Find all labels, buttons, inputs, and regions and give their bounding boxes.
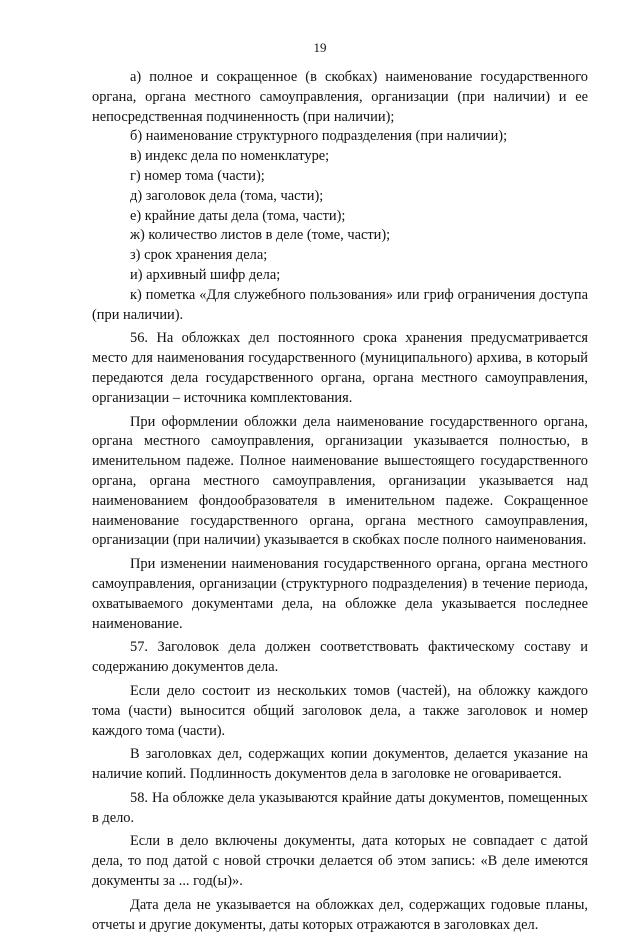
paragraph-copies: В заголовках дел, содержащих копии документов, делается указание на наличие копий. Подлинность документов дела в заголовке не оговаривается. [92, 746, 588, 783]
paragraph-cover-naming: При оформлении обложки дела наименование государственного органа, органа местного самоуправления, организации указывается полностью, в именительном падеже. Полное наименование вышестоящего государственного органа, органа местного самоуправления, организации указывается над наименованием фондообразователя в именительном падеже. Сокращенное наименование государственного органа, органа местного самоуправления, организации (при наличии) указывается в скобках после полного наименования. [92, 413, 588, 549]
list-item-b: б) наименование структурного подразделения (при наличии); [130, 128, 508, 145]
clause-58: 58. На обложке дела указываются крайние даты документов, помещенных в дело. [92, 789, 588, 826]
list-item-z: з) срок хранения дела; [130, 247, 268, 264]
paragraph-name-change: При изменении наименования государственного органа, органа местного самоуправления, организации (структурного подразделения) в течение периода, охватываемого документами дела, на обложке дела указывается последнее наименование. [92, 556, 588, 632]
document-body [92, 68, 588, 935]
paragraph-date-mismatch: Если в дело включены документы, дата которых не совпадает с датой дела, то под датой с новой строчки делается об этом запись: «В деле имеются документы за ... год(ы)». [92, 833, 588, 890]
list-item-g: г) номер тома (части); [130, 167, 265, 184]
list-item-k: к) пометка «Для служебного пользования» или гриф ограничения доступа (при наличии). [92, 286, 588, 323]
list-item-i: и) архивный шифр дела; [130, 266, 281, 283]
clause-56: 56. На обложках дел постоянного срока хранения предусматривается место для наименования государственного (муниципального) архива, в который передаются дела государственного органа, органа местного самоуправления, организации – источника комплектования. [92, 330, 588, 406]
page-number: 19 [313, 40, 327, 55]
clause-57: 57. Заголовок дела должен соответствовать фактическому составу и содержанию документов дела. [92, 639, 588, 676]
list-item-e: е) крайние даты дела (тома, части); [130, 207, 346, 224]
list-item-d: д) заголовок дела (тома, части); [130, 187, 324, 204]
paragraph-multi-volume: Если дело состоит из нескольких томов (частей), на обложку каждого тома (части) выносится общий заголовок дела, а также заголовок и номер каждого тома (части). [92, 682, 588, 739]
list-item-a: а) полное и сокращенное (в скобках) наименование государственного органа, органа местного самоуправления, организации (при наличии) и ее непосредственная подчиненность (при наличии); [92, 69, 588, 125]
list-item-v: в) индекс дела по номенклатуре; [130, 148, 330, 165]
list-item-zh: ж) количество листов в деле (томе, части); [130, 227, 391, 244]
paragraph-no-date: Дата дела не указывается на обложках дел, содержащих годовые планы, отчеты и другие документы, даты которых отражаются в заголовках дел. [92, 896, 588, 933]
